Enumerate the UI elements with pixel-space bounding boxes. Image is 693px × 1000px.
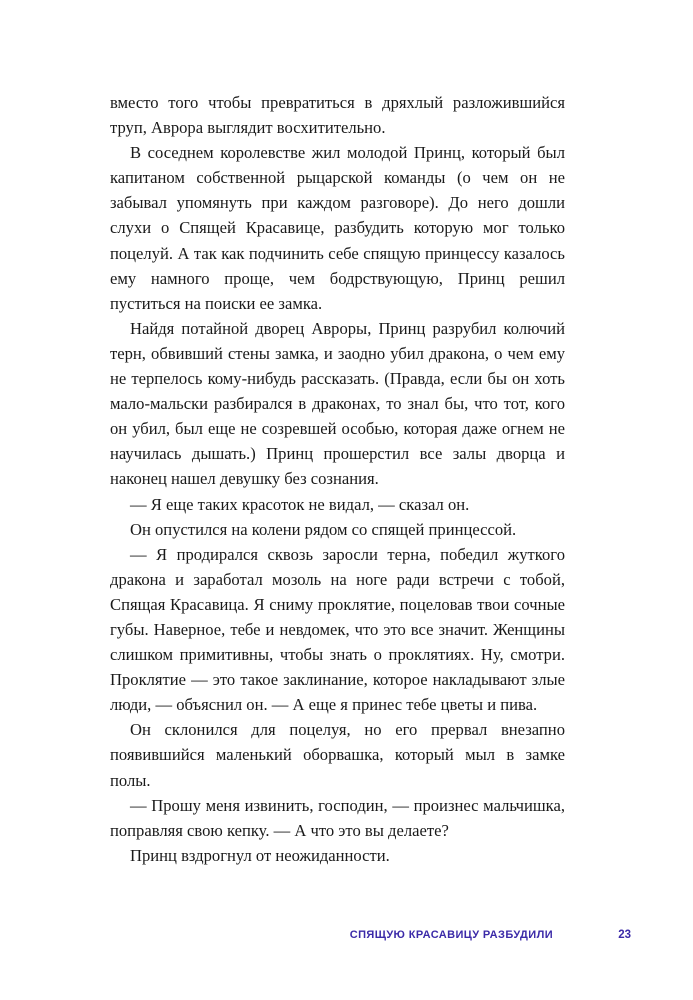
paragraph-continuation: вместо того чтобы превратиться в дряхлый разложившийся труп, Аврора выглядит восхитительно.: [110, 93, 565, 138]
paragraph: — Прошу меня извинить, господин, — произнес мальчишка, поправляя свою кепку. — А что это вы делаете?: [110, 795, 565, 840]
running-title: СПЯЩУЮ КРАСАВИЦУ РАЗБУДИЛИ: [349, 929, 553, 941]
paragraph: Он склонился для поцелуя, но его прервал внезапно появившийся маленький оборвашка, который мыл в замке полы.: [110, 720, 565, 790]
paragraph: — Я продирался сквозь заросли терна, победил жуткого дракона и заработал мозоль на ноге ради встречи с тобой, Спящая Красавица. Я сниму проклятие, поцеловав твои сочные губы. Наверное, тебе и невдомек, что это все значит. Женщины слишком примитивны, чтобы знать о проклятиях. Ну, смотри. Проклятие — это такое заклинание, которое накладывают злые люди, — объяснил он. — А еще я принес тебе цветы и пива.: [110, 544, 565, 715]
paragraph: Найдя потайной дворец Авроры, Принц разрубил колючий терн, обвивший стены замка, и заодно убил дракона, о чем ему не терпелось кому-нибудь рассказать. (Правда, если бы он хоть мало-мальски разбирался в драконах, то знал бы, что тот, кого он убил, был еще не созревшей особью, которая даже огнем не научилась дышать.) Принц прошерстил все залы дворца и наконец нашел девушку без сознания.: [110, 318, 565, 489]
page-number: 23: [618, 929, 631, 941]
paragraph: Принц вздрогнул от неожиданности.: [130, 845, 390, 865]
paragraph: В соседнем королевстве жил молодой Принц, который был капитаном собственной рыцарской команды (о чем он не забывал упомянуть при каждом разговоре). До него дошли слухи о Спящей Красавице, разбудить которую мог только поцелуй. А так как подчинить себе спящую принцессу казалось ему намного проще, чем бодрствующую, Принц решил пуститься на поиски ее замка.: [110, 143, 565, 313]
body-text: [110, 90, 565, 868]
page-footer: [0, 929, 693, 949]
paragraph: Он опустился на колени рядом со спящей принцессой.: [130, 519, 517, 539]
paragraph: — Я еще таких красоток не видал, — сказал он.: [130, 494, 470, 514]
